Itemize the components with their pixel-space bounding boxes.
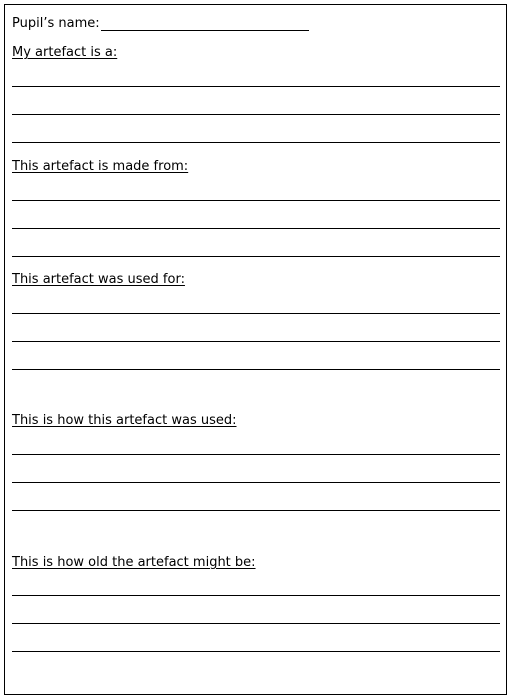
answer-line[interactable]	[12, 142, 500, 143]
answer-line[interactable]	[12, 341, 500, 342]
section-heading-made-from: This artefact is made from:	[12, 159, 189, 174]
answer-line[interactable]	[12, 651, 500, 652]
answer-line[interactable]	[12, 200, 500, 201]
worksheet-page	[4, 4, 507, 695]
answer-line[interactable]	[12, 369, 500, 370]
section-heading-how-old: This is how old the artefact might be:	[12, 555, 256, 570]
answer-line[interactable]	[12, 623, 500, 624]
answer-line[interactable]	[12, 86, 500, 87]
answer-line[interactable]	[12, 256, 500, 257]
answer-line[interactable]	[12, 482, 500, 483]
answer-line[interactable]	[12, 313, 500, 314]
section-heading-artefact: My artefact is a:	[12, 45, 118, 60]
answer-line[interactable]	[12, 595, 500, 596]
section-heading-how-used: This is how this artefact was used:	[12, 413, 237, 428]
answer-line[interactable]	[12, 454, 500, 455]
pupil-name-line[interactable]	[101, 30, 309, 31]
pupil-name-label: Pupil’s name:	[12, 16, 100, 31]
answer-line[interactable]	[12, 114, 500, 115]
answer-line[interactable]	[12, 510, 500, 511]
section-heading-used-for: This artefact was used for:	[12, 272, 185, 287]
answer-line[interactable]	[12, 228, 500, 229]
